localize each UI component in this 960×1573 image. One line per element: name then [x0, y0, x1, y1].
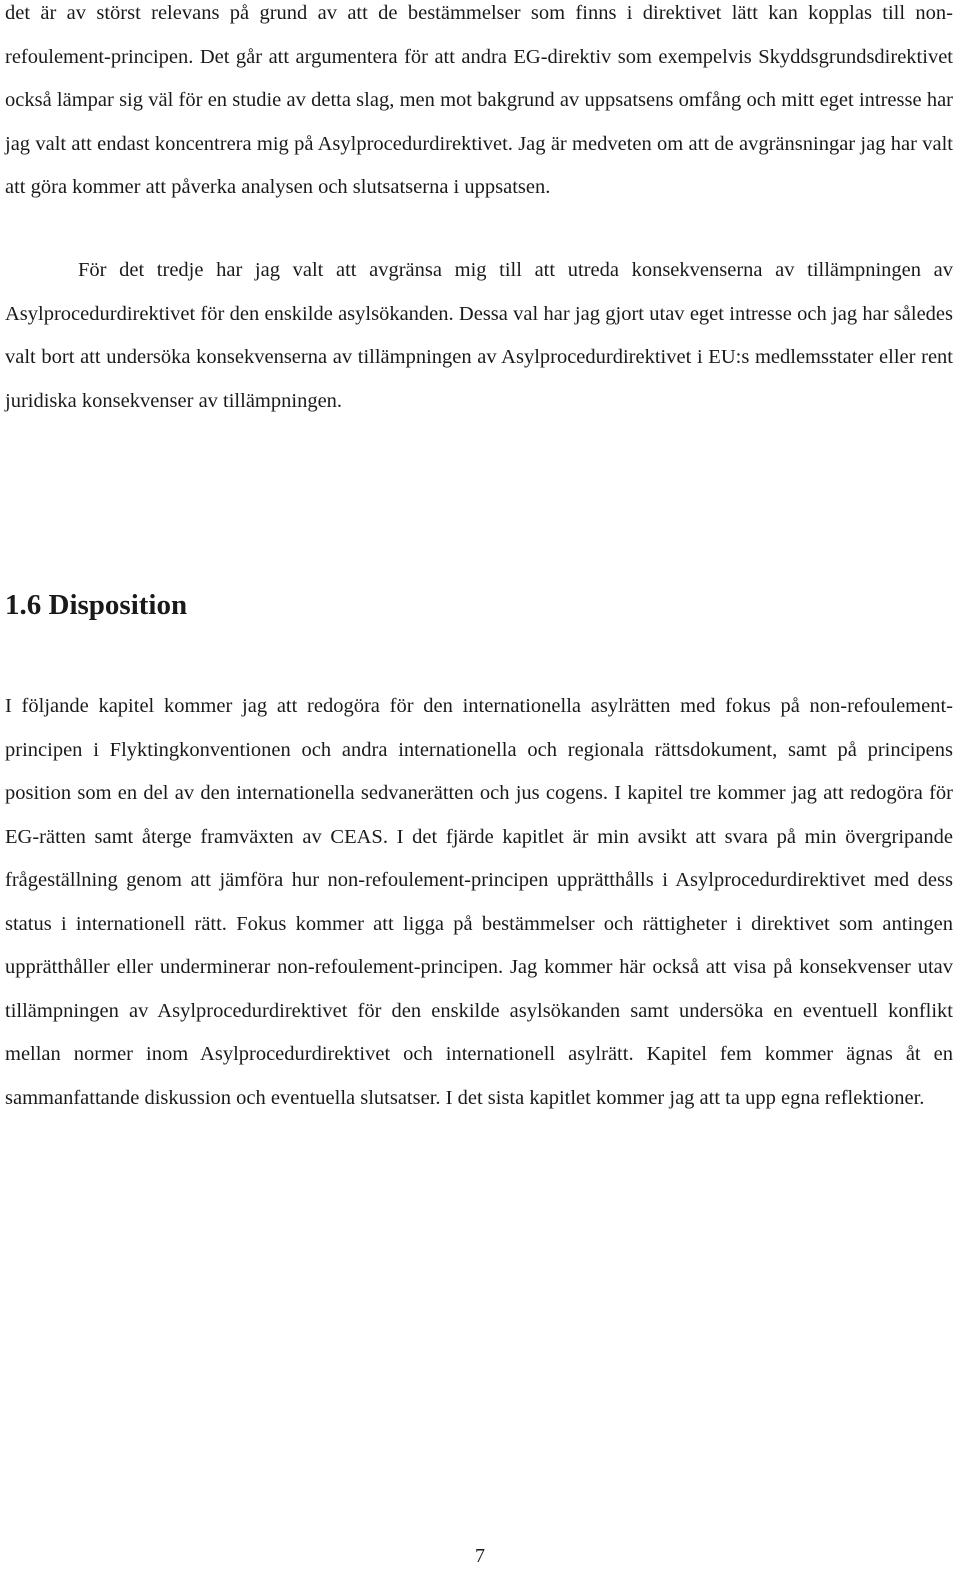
section-heading: 1.6 Disposition [5, 589, 188, 621]
paragraph-disposition: I följande kapitel kommer jag att redogöra för den internationella asylrätten med fokus på non-refoulement-principen i Flyktingkonventionen och andra internationella och regionala rättsdokument, samt på principens position som en del av den internationella sedvanerätten och jus cogens. I kapitel tre kommer jag att redogöra för EG-rätten samt återge framväxten av CEAS. I det fjärde kapitlet är min avsikt att svara på min övergripande frågeställning genom att jämföra hur non-refoulement-principen upprätthålls i Asylprocedurdirektivet med dess status i internationell rätt. Fokus kommer att ligga på bestämmelser och rättigheter i direktivet som antingen upprätthåller eller underminerar non-refoulement-principen. Jag kommer här också att visa på konsekvenser utav tillämpningen av Asylprocedurdirektivet för den enskilde asylsökanden samt undersöka en eventuell konflikt mellan normer inom Asylprocedurdirektivet och internationell asylrätt. Kapitel fem kommer ägnas åt en sammanfattande diskussion och eventuella slutsatser. I det sista kapitlet kommer jag att ta upp egna reflektioner. [5, 695, 953, 1109]
page-number: 7 [475, 1545, 485, 1567]
paragraph-third-delimitation: För det tredje har jag valt att avgränsa mig till att utreda konsekvenserna av tillämpningen av Asylprocedurdirektivet för den enskilde asylsökanden. Dessa val har jag gjort utav eget intresse och jag har således valt bort att undersöka konsekvenserna av tillämpningen av Asylprocedurdirektivet i EU:s medlemsstater eller rent juridiska konsekvenser av tillämpningen. [5, 259, 953, 412]
paragraph-delimitations: det är av störst relevans på grund av att de bestämmelser som finns i direktivet lätt kan kopplas till non-refoulement-principen. Det går att argumentera för att andra EG-direktiv som exempelvis Skyddsgrundsdirektivet också lämpar sig väl för en studie av detta slag, men mot bakgrund av uppsatsens omfång och mitt eget intresse har jag valt att endast koncentrera mig på Asylprocedurdirektivet. Jag är medveten om att de avgränsningar jag har valt att göra kommer att påverka analysen och slutsatserna i uppsatsen. [5, 2, 953, 198]
